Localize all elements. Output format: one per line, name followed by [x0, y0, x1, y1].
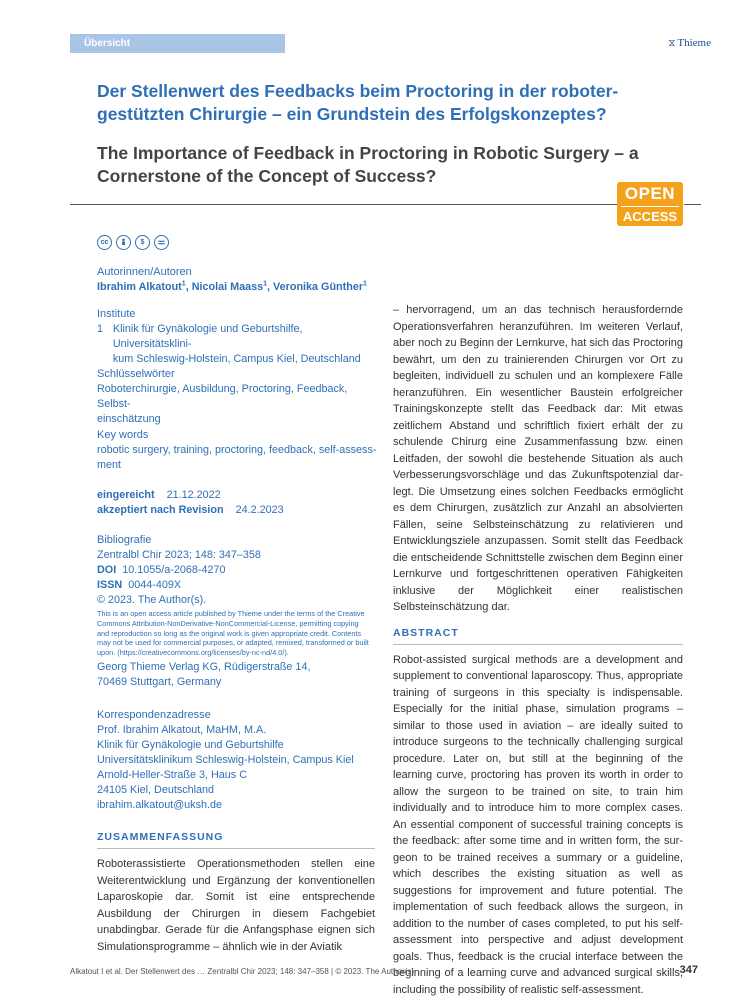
title-divider — [70, 204, 620, 205]
author-list: Ibrahim Alkatout$^1$, Nicolai Maass$^1$, Veronika Günther$^1$ — [97, 280, 367, 293]
open-access-line2: ACCESS — [621, 206, 679, 225]
authors-heading: Autorinnen/Autoren — [97, 266, 192, 278]
thieme-mark-icon: ⧖ — [668, 38, 676, 49]
correspondence-line: Klinik für Gynäkologie und Geburtshilfe — [97, 739, 284, 751]
author-name: Ibrahim Alkatout — [97, 281, 182, 293]
institute-line: Klinik für Gynäkologie und Geburtshilfe, Universitätsklini- — [112, 323, 303, 350]
section-label: Übersicht — [70, 34, 285, 53]
abstract-text: Robot-assisted surgical methods are a development and supplement to conventional laparoscopy. Thus, appropriate training of surgeons in this specialty is indispensable. Especially for the initial phase, simulation programs – similar to those used in aviation – are ideally suited to introduce surgeons to the technically challenging surgical procedure. Later on, but still at the beginning of the learning curve, proctoring has proven its worth in order to allow the surgeon to be trained on site, to train him individually and to introduce him to more complex cases. An essential component of successful training concepts is the feedback: after some time and in written form, the surgeon to be trained receives a summary or a guideline, which describes the existing situation as well as suggestions for improvement and future potential. The implementation of such feedback allows the surgeon, in addition to the number of cases completed, to put his self-assessment into perspective and adjust development goals. Thus, feedback is the crucial interface between the beginning of a learning curve and advanced surgical skills, including the possibility of realistic self-assessment. — [393, 653, 683, 996]
citation: Zentralbl Chir 2023; 148: 347–358 — [97, 549, 261, 561]
keywords-de-line: einschätzung — [97, 413, 161, 425]
dates-block — [97, 488, 382, 518]
license-link[interactable]: upon. (https://creativecommons.org/licenses/by-nc-nd/4.0/). — [97, 648, 289, 658]
publisher-address: 70469 Stuttgart, Germany — [97, 675, 222, 688]
email-link[interactable]: ibrahim.alkatout@uksh.de — [97, 799, 222, 811]
keywords-de-heading: Schlüsselwörter — [97, 368, 175, 380]
author-name: Veronika Günther — [273, 281, 364, 293]
right-column — [393, 302, 683, 998]
correspondence-line: Arnold-Heller-Straße 3, Haus C — [97, 769, 248, 781]
keywords-en-line: ment — [97, 459, 122, 471]
title-divider-right — [684, 204, 701, 205]
publisher-address: Georg Thieme Verlag KG, Rüdigerstraße 14, — [97, 660, 311, 673]
open-access-line1: OPEN — [624, 184, 676, 203]
license-icons — [97, 235, 169, 250]
accepted-date: 24.2.2023 — [235, 504, 284, 516]
correspondence-heading: Korrespondenzadresse — [97, 709, 211, 721]
author-name: Nicolai Maass — [191, 281, 264, 293]
institute-block — [97, 307, 382, 367]
heading-rule — [393, 644, 683, 645]
bibliography-block — [97, 533, 382, 690]
zusammenfassung-text-right: – hervorragend, um an das technisch herausfordernde Operationsverfahren heranzuführen. Im weiteren Verlauf, aber noch zu Beginn der Lernkurve, hat sich das Proctoring bewährt, um den zu trainierenden Chirurgen vor Ort zu begleiten, individuell zu schulen und an komplexere Fälle heranzuführen. Ein wesentlicher Baustein erfolgreicher Trainingskonzepte stellt das Feedback dar: Mit etwas zeitlichem Abstand und schriftlich fixiert erhält der zu schulende Chirurg eine Zusammenfassung bzw. einen Leitfaden, der sowohl die bestehende Situation als auch Verbesserungsvorschläge und das Zukunftspotenzial darlegt. Die Umsetzung eines solchen Feedbacks ermöglicht es dem Chirurgen, zusätzlich zur Anzahl an absolvierten Fällen, seine Selbsteinschätzung zu relativieren und Entwicklungsziele anzupassen. Somit stellt das Feedback die entscheidende Schnittstelle zwischen dem Beginn einer Lernkurve und fortgeschrittenen operativen Fähigkeiten inklusive der Möglichkeit einer realistischen Selbsteinschätzung dar. — [393, 304, 683, 613]
correspondence-line: Universitätsklinikum Schleswig-Holstein, Campus Kiel — [97, 754, 354, 766]
nc-icon: $ — [135, 235, 150, 250]
keywords-de-block — [97, 367, 382, 427]
footer-citation: Alkatout I et al. Der Stellenwert des … Zentralbl Chir 2023; 148: 347–358 | © 2023. The Author(s). — [70, 967, 417, 976]
keywords-en-heading: Key words — [97, 429, 149, 441]
page-number: 347 — [679, 964, 698, 976]
correspondence-line: Prof. Ibrahim Alkatout, MaHM, M.A. — [97, 724, 267, 736]
keywords-en-block — [97, 428, 382, 473]
doi-label: DOI — [97, 564, 117, 576]
zusammenfassung-section — [97, 830, 375, 955]
received-label: eingereicht — [97, 489, 155, 501]
abstract-heading: ABSTRACT — [393, 626, 459, 639]
copyright: © 2023. The Author(s). — [97, 594, 207, 606]
publisher-name: Thieme — [677, 37, 711, 49]
issn-label: ISSN — [97, 579, 123, 591]
bibliography-heading: Bibliografie — [97, 534, 152, 546]
accepted-label: akzeptiert nach Revision — [97, 504, 224, 516]
heading-rule — [97, 848, 375, 849]
zusammenfassung-text-left: Roboterassistierte Operationsmethoden stellen eine Weiterentwicklung und Ergänzung der konventionellen Laparoskopie dar. Somit ist eine entsprechende Ausbildung der Chirurgen in diesem Fachgebiet unabdingbar. Gerade für die Anfangsphase eignen sich Simulationsprogramme – ähnlich wie in der Aviatik — [97, 858, 375, 953]
open-access-badge — [617, 182, 683, 226]
correspondence-line: 24105 Kiel, Deutschland — [97, 784, 215, 796]
cc-icon: cc — [97, 235, 112, 250]
doi-link[interactable]: 10.1055/a-2068-4270 — [122, 564, 226, 576]
title-german: Der Stellenwert des Feedbacks beim Proctoring in der robotergestützten Chirurgie – ein Grundstein des Erfolgskonzeptes? — [97, 81, 619, 124]
title-english: The Importance of Feedback in Proctoring in Robotic Surgery – a Cornerstone of the Concept of Success? — [97, 143, 639, 186]
publisher-logo — [668, 37, 711, 49]
received-date: 21.12.2022 — [166, 489, 221, 501]
correspondence-block — [97, 708, 382, 813]
zusammenfassung-heading: ZUSAMMENFASSUNG — [97, 831, 224, 843]
institute-number: 1 — [97, 323, 104, 335]
license-text: This is an open access article published by Thieme under the terms of the Creative Commons Attribution-NonDerivative-NonCommercial-License, permitting copying and reproduction so long as the original work is given appropriate credit. Contents may not be used for commercial purposes, or adapted, remixed, transformed or built upon. (https://creativecommons.org/licenses/by-nc-nd/4.0/). — [97, 609, 382, 658]
institute-heading: Institute — [97, 308, 136, 320]
keywords-en-line: robotic surgery, training, proctoring, feedback, self-assess- — [97, 444, 377, 456]
keywords-de-line: Roboterchirurgie, Ausbildung, Proctoring, Feedback, Selbst- — [97, 383, 348, 410]
nd-icon — [154, 235, 169, 250]
authors-block — [97, 265, 382, 295]
institute-line: kum Schleswig-Holstein, Campus Kiel, Deutschland — [112, 353, 361, 365]
by-icon — [116, 235, 131, 250]
issn-value: 0044-409X — [128, 579, 182, 591]
